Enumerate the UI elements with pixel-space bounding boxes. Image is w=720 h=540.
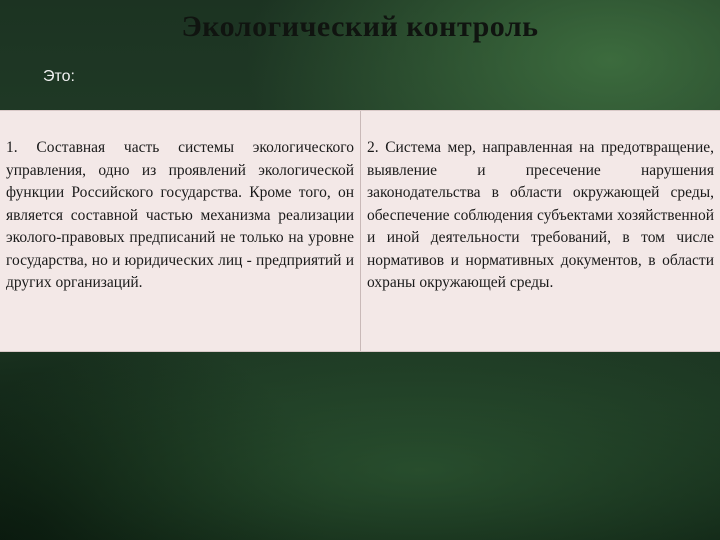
slide-title: Экологический контроль — [181, 10, 539, 43]
slide-subtitle: Это: — [43, 68, 75, 85]
definition-cell-2: 2. Система мер, направленная на предотвращение, выявление и пресечение нарушения законодательства в области окружающей среды, обеспечение соблюдения субъектами хозяйственной и иной деятельности требований, в том числе нормативов и нормативных документов, в области охраны окружающей среды. — [367, 139, 714, 291]
definition-cell-1: 1. Составная часть системы экологического управления, одно из проявлений экологической функции Российского государства. Кроме того, он является составной частью механизма реализации эколого-правовых предписаний не только на уровне государства, но и юридических лиц - предприятий и других организаций. — [0, 111, 361, 351]
definitions-table — [0, 110, 720, 352]
